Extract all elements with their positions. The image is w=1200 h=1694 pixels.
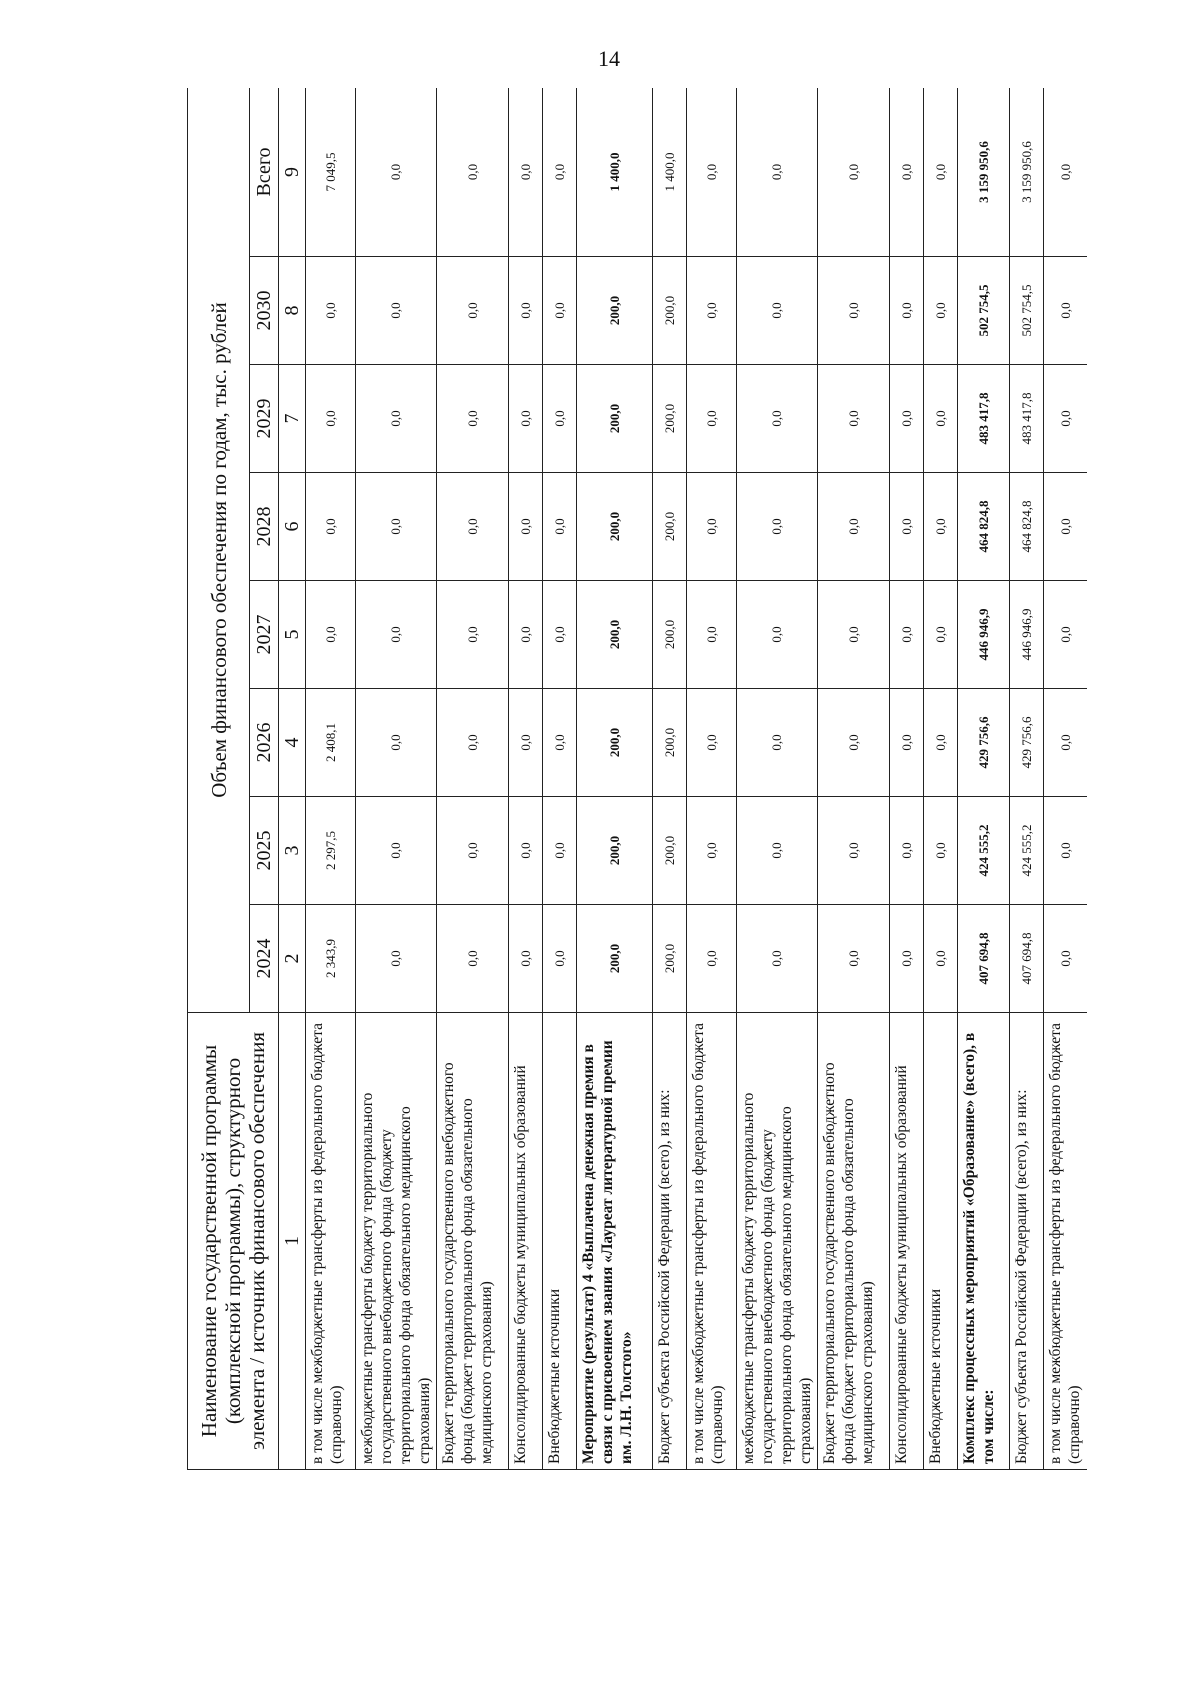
column-number: 7 [279, 365, 306, 473]
row-year-value: 0,0 [924, 689, 958, 797]
row-total-value: 3 159 950,6 [958, 88, 1010, 257]
table-row [437, 88, 509, 1470]
row-year-value: 0,0 [356, 581, 437, 689]
row-year-value: 424 555,2 [958, 797, 1010, 905]
row-year-value: 0,0 [543, 365, 577, 473]
row-year-value: 0,0 [890, 689, 924, 797]
row-year-value: 0,0 [1044, 365, 1088, 473]
row-year-value: 464 824,8 [1010, 473, 1044, 581]
row-year-value: 0,0 [687, 365, 737, 473]
column-number: 2 [279, 905, 306, 1013]
row-year-value: 0,0 [890, 797, 924, 905]
page-number: 14 [598, 46, 620, 71]
row-year-value: 2 297,5 [306, 797, 356, 905]
row-year-value: 0,0 [437, 257, 509, 365]
row-total-value: 0,0 [818, 88, 890, 257]
row-total-value: 0,0 [509, 88, 543, 257]
row-year-value: 0,0 [437, 689, 509, 797]
row-year-value: 0,0 [509, 365, 543, 473]
row-year-value: 0,0 [1044, 797, 1088, 905]
finance-table [187, 88, 1087, 1470]
row-year-value: 2 408,1 [306, 689, 356, 797]
row-year-value: 0,0 [509, 689, 543, 797]
row-year-value: 0,0 [890, 581, 924, 689]
column-number: 8 [279, 257, 306, 365]
row-year-value: 0,0 [356, 365, 437, 473]
row-year-value: 0,0 [737, 797, 818, 905]
header-year: 2027 [250, 581, 279, 689]
header-year: 2026 [250, 689, 279, 797]
row-year-value: 0,0 [924, 365, 958, 473]
row-year-value: 0,0 [890, 257, 924, 365]
row-year-value: 0,0 [437, 581, 509, 689]
row-year-value: 0,0 [509, 257, 543, 365]
row-year-value: 502 754,5 [1010, 257, 1044, 365]
row-total-value: 0,0 [356, 88, 437, 257]
row-year-value: 0,0 [1044, 581, 1088, 689]
table-row [687, 88, 737, 1470]
row-year-value: 446 946,9 [1010, 581, 1044, 689]
header-total: Всего [250, 88, 279, 257]
header-year: 2030 [250, 257, 279, 365]
row-year-value: 200,0 [653, 365, 687, 473]
table-row [737, 88, 818, 1470]
row-year-value: 0,0 [818, 473, 890, 581]
row-year-value: 0,0 [818, 257, 890, 365]
column-number: 1 [279, 1013, 306, 1470]
table-row [306, 88, 356, 1470]
table-row [543, 88, 577, 1470]
row-label: Бюджет территориального государственного внебюджетного фонда (бюджет территориального фонда обязательного медицинского страхования) [818, 1013, 890, 1470]
row-year-value: 0,0 [306, 365, 356, 473]
row-year-value: 200,0 [653, 581, 687, 689]
row-year-value: 0,0 [687, 257, 737, 365]
row-year-value: 483 417,8 [958, 365, 1010, 473]
row-year-value: 0,0 [306, 581, 356, 689]
row-total-value: 0,0 [543, 88, 577, 257]
row-year-value: 0,0 [437, 473, 509, 581]
row-year-value: 0,0 [437, 797, 509, 905]
row-label: Внебюджетные источники [543, 1013, 577, 1470]
row-year-value: 200,0 [653, 689, 687, 797]
header-volume-title: Объем финансового обеспечения по годам, тыс. рублей [188, 88, 250, 1013]
row-total-value: 0,0 [890, 88, 924, 257]
row-year-value: 200,0 [653, 257, 687, 365]
row-year-value: 0,0 [543, 581, 577, 689]
row-year-value: 0,0 [437, 365, 509, 473]
row-year-value: 502 754,5 [958, 257, 1010, 365]
row-label: Бюджет территориального государственного внебюджетного фонда (бюджет территориального фонда обязательного медицинского страхования) [437, 1013, 509, 1470]
row-year-value: 407 694,8 [958, 905, 1010, 1013]
row-year-value: 0,0 [818, 905, 890, 1013]
table-row [653, 88, 687, 1470]
row-year-value: 0,0 [306, 257, 356, 365]
row-year-value: 0,0 [543, 797, 577, 905]
row-total-value: 1 400,0 [653, 88, 687, 257]
header-year: 2025 [250, 797, 279, 905]
row-year-value: 0,0 [509, 905, 543, 1013]
row-year-value: 0,0 [687, 581, 737, 689]
row-year-value: 0,0 [1044, 689, 1088, 797]
row-year-value: 0,0 [924, 473, 958, 581]
row-year-value: 0,0 [737, 689, 818, 797]
row-year-value: 0,0 [543, 473, 577, 581]
row-year-value: 200,0 [653, 905, 687, 1013]
row-year-value: 0,0 [924, 257, 958, 365]
row-year-value: 0,0 [356, 689, 437, 797]
row-year-value: 0,0 [509, 473, 543, 581]
row-total-value: 0,0 [437, 88, 509, 257]
row-year-value: 0,0 [1044, 257, 1088, 365]
row-year-value: 0,0 [890, 473, 924, 581]
row-year-value: 200,0 [653, 797, 687, 905]
row-year-value: 0,0 [543, 689, 577, 797]
row-label: в том числе межбюджетные трансферты из федерального бюджета (справочно) [306, 1013, 356, 1470]
header-year: 2029 [250, 365, 279, 473]
row-label: в том числе межбюджетные трансферты из федерального бюджета (справочно) [1044, 1013, 1088, 1470]
row-year-value: 200,0 [577, 257, 653, 365]
row-label: межбюджетные трансферты бюджету территориального государственного внебюджетного фонда (бюджету территориального фонда обязательного медицинского страхования) [356, 1013, 437, 1470]
row-year-value: 0,0 [356, 257, 437, 365]
row-year-value: 0,0 [509, 581, 543, 689]
row-year-value: 0,0 [737, 905, 818, 1013]
row-total-value: 0,0 [924, 88, 958, 257]
row-year-value: 0,0 [687, 797, 737, 905]
table-row [509, 88, 543, 1470]
row-year-value: 0,0 [437, 905, 509, 1013]
row-year-value: 429 756,6 [958, 689, 1010, 797]
row-year-value: 0,0 [818, 797, 890, 905]
row-year-value: 200,0 [653, 473, 687, 581]
row-year-value: 0,0 [543, 257, 577, 365]
row-year-value: 2 343,9 [306, 905, 356, 1013]
row-label: Бюджет субъекта Российской Федерации (всего), из них: [1010, 1013, 1044, 1470]
row-year-value: 0,0 [818, 581, 890, 689]
row-year-value: 0,0 [924, 581, 958, 689]
row-year-value: 0,0 [356, 473, 437, 581]
table-row [1044, 88, 1088, 1470]
row-label: Внебюджетные источники [924, 1013, 958, 1470]
row-total-value: 0,0 [737, 88, 818, 257]
row-year-value: 0,0 [1044, 473, 1088, 581]
column-number: 6 [279, 473, 306, 581]
row-total-value: 7 049,5 [306, 88, 356, 257]
row-year-value: 0,0 [356, 797, 437, 905]
row-label: Консолидированные бюджеты муниципальных образований [890, 1013, 924, 1470]
row-label: Консолидированные бюджеты муниципальных образований [509, 1013, 543, 1470]
row-total-value: 1 400,0 [577, 88, 653, 257]
table-body [306, 88, 1088, 1470]
row-label: Мероприятие (результат) 4 «Выплачена денежная премия в связи с присвоением звания «Лауреат литературной премии им. Л.Н. Толстого» [577, 1013, 653, 1470]
table-row [890, 88, 924, 1470]
row-total-value: 3 159 950,6 [1010, 88, 1044, 257]
row-year-value: 200,0 [577, 905, 653, 1013]
column-number: 5 [279, 581, 306, 689]
row-year-value: 0,0 [687, 689, 737, 797]
row-year-value: 0,0 [509, 797, 543, 905]
row-label: в том числе межбюджетные трансферты из федерального бюджета (справочно) [687, 1013, 737, 1470]
header-name-column: Наименование государственной программы (комплексной программы), структурного элемента / источник финансового обеспечения [188, 1013, 279, 1470]
row-year-value: 424 555,2 [1010, 797, 1044, 905]
table-row [356, 88, 437, 1470]
row-year-value: 0,0 [818, 689, 890, 797]
row-year-value: 0,0 [543, 905, 577, 1013]
row-year-value: 0,0 [924, 905, 958, 1013]
table-row [1010, 88, 1044, 1470]
column-number: 3 [279, 797, 306, 905]
row-year-value: 200,0 [577, 473, 653, 581]
row-year-value: 0,0 [890, 365, 924, 473]
row-year-value: 0,0 [356, 905, 437, 1013]
row-year-value: 200,0 [577, 365, 653, 473]
header-year: 2028 [250, 473, 279, 581]
row-year-value: 0,0 [737, 257, 818, 365]
row-year-value: 0,0 [687, 905, 737, 1013]
row-year-value: 407 694,8 [1010, 905, 1044, 1013]
row-label: Комплекс процессных мероприятий «Образование» (всего), в том числе: [958, 1013, 1010, 1470]
row-year-value: 200,0 [577, 689, 653, 797]
row-label: Бюджет субъекта Российской Федерации (всего), из них: [653, 1013, 687, 1470]
row-year-value: 200,0 [577, 581, 653, 689]
row-year-value: 0,0 [687, 473, 737, 581]
row-year-value: 446 946,9 [958, 581, 1010, 689]
row-year-value: 0,0 [306, 473, 356, 581]
table-row [924, 88, 958, 1470]
row-year-value: 0,0 [890, 905, 924, 1013]
row-year-value: 0,0 [924, 797, 958, 905]
row-year-value: 464 824,8 [958, 473, 1010, 581]
row-year-value: 429 756,6 [1010, 689, 1044, 797]
header-year: 2024 [250, 905, 279, 1013]
row-year-value: 0,0 [737, 581, 818, 689]
row-year-value: 200,0 [577, 797, 653, 905]
column-number: 4 [279, 689, 306, 797]
column-number: 9 [279, 88, 306, 257]
row-label: межбюджетные трансферты бюджету территориального государственного внебюджетного фонда (бюджету территориального фонда обязательного медицинского страхования) [737, 1013, 818, 1470]
table-row [958, 88, 1010, 1470]
table-row [818, 88, 890, 1470]
row-total-value: 0,0 [687, 88, 737, 257]
row-year-value: 0,0 [818, 365, 890, 473]
table-row [577, 88, 653, 1470]
row-year-value: 0,0 [1044, 905, 1088, 1013]
row-year-value: 483 417,8 [1010, 365, 1044, 473]
row-total-value: 0,0 [1044, 88, 1088, 257]
row-year-value: 0,0 [737, 473, 818, 581]
table-viewport [187, 88, 1087, 1470]
row-year-value: 0,0 [737, 365, 818, 473]
rotated-table-container [187, 88, 1087, 1470]
